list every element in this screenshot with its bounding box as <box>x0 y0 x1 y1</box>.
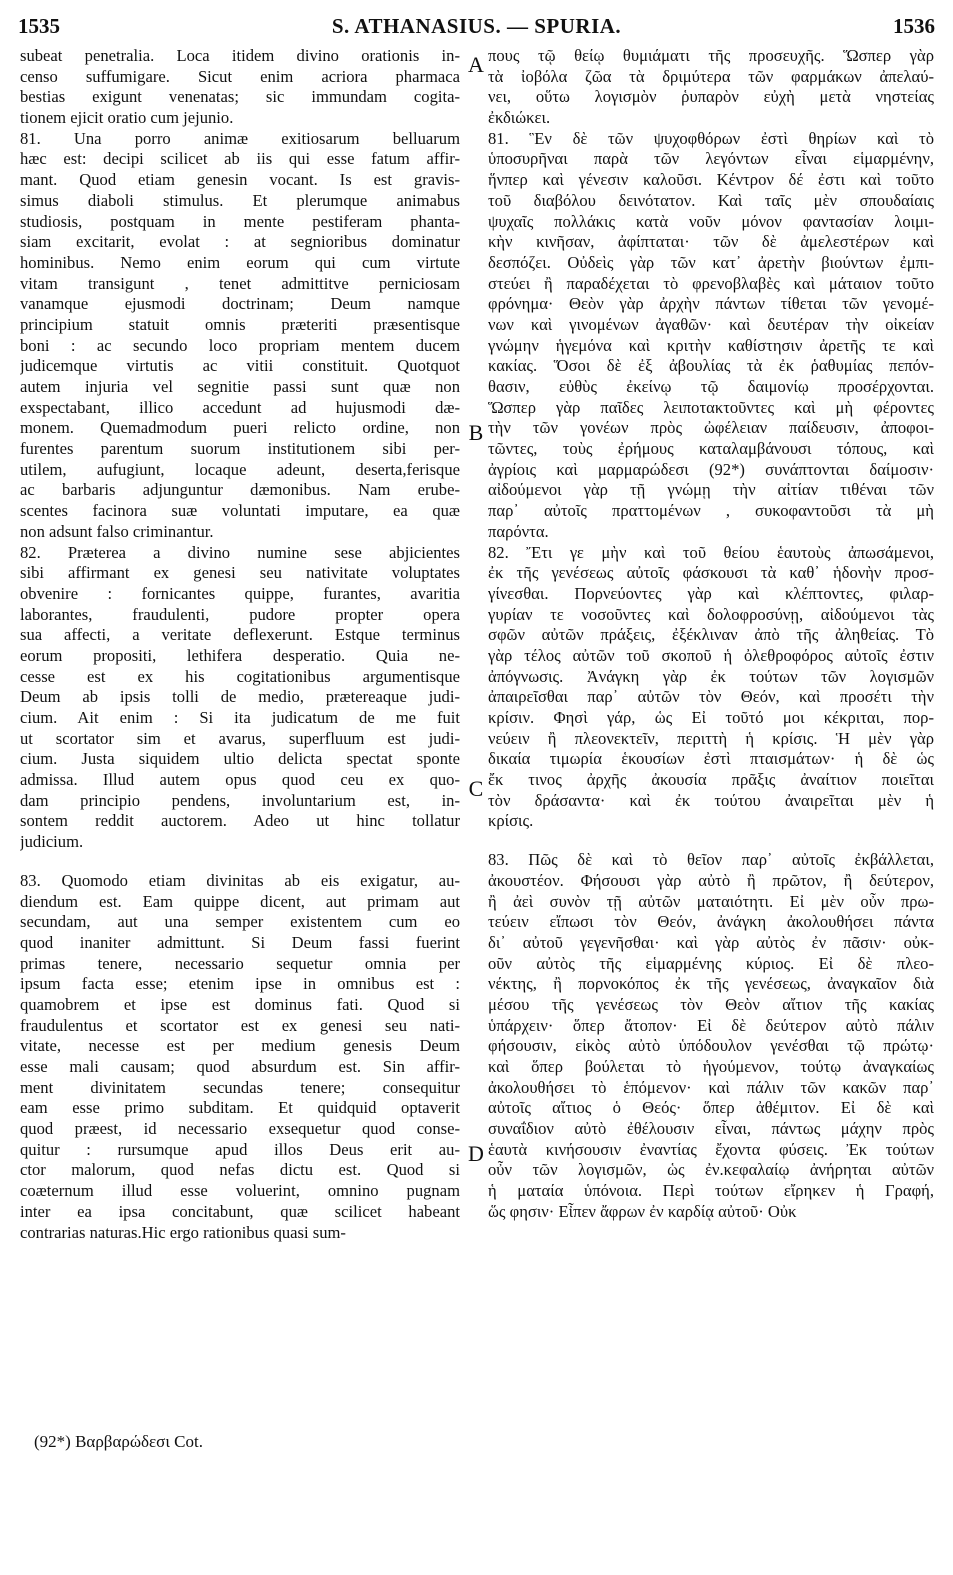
section-marker-b: B <box>468 420 484 445</box>
footnote: (92*) Βαρβαρώδεσι Cot. <box>34 1432 203 1451</box>
text-line: στεύει ἢ παραδέχεται τὸ φρενοβλαβὲς καὶ μάταιον τοῦτο <box>488 273 934 293</box>
section-marker-a: A <box>468 52 484 77</box>
text-line: scentes facinora suæ voluntati imputare, ea quæ <box>20 501 460 521</box>
text-line: ut scortator sim et avarus, superfluum est judi- <box>20 728 460 748</box>
text-line: 81. Una porro animæ exitiosarum belluarum <box>20 128 460 148</box>
text-line: ἀκουστέον. Φήσουσι γὰρ αὐτὸ ἢ πρῶτον, ἢ δεύτερον, <box>488 870 934 890</box>
text-line: obvenire : fornicantes quippe, furantes, avaritia <box>20 583 460 603</box>
text-line: ἑαυτὰ κινήσουσιν ἐναντίας ἔχοντα φύσεις. Ἐκ τούτων <box>488 1139 934 1159</box>
text-line: αἰδούμενοι γὰρ τῇ γνώμῃ τὴν αἰτίαν τιθέναι τῶν <box>488 480 934 500</box>
text-line: ipsum facta esse; etenim ipse in omnibus est : <box>20 974 460 994</box>
text-line: vitam transigunt , tenet admittitve perniciosam <box>20 273 460 293</box>
text-line: quod præest, id necessario exsequetur quod conse- <box>20 1119 460 1139</box>
text-line: ἀπόγνωσις. Ἀνάγκη γὰρ ἐκ τούτων τῶν λογισμῶν <box>488 666 934 686</box>
text-line: ἐκ τῆς γενέσεως αὐτοῖς φάσκουσι τὰ καθ᾿ ἡδονὴν προσ- <box>488 563 934 583</box>
text-line: mant. Quod etiam genesin vocant. Is est gravis- <box>20 170 460 190</box>
text-line: συναΐδιον αὐτὸ ἐθέλουσιν εἶναι, πάντως μάχην πρὸς <box>488 1119 934 1139</box>
text-line: ψυχαῖς πολλάκις κατὰ νοῦν μόνον φαντασίαν λοιμι- <box>488 211 934 231</box>
greek-column <box>488 46 934 1223</box>
text-line: quod inaniter admittunt. Si Deum fassi fuerint <box>20 932 460 952</box>
text-line: 82. Præterea a divino numine sese abjicientes <box>20 542 460 562</box>
text-line: γυρίαν τε νοσοῦντες καὶ δολοφροσύνῃ, αἰδούμενοι τὰς <box>488 604 934 624</box>
greek-block-3 <box>488 543 934 833</box>
page-number-left: 1535 <box>18 14 60 38</box>
text-line: esse mali causam; quod absurdum est. Sin affir- <box>20 1057 460 1076</box>
running-head <box>18 14 935 44</box>
text-line: bestias exigunt venenatas; sic immundam cogita- <box>20 87 460 107</box>
text-line: ac barbaris adjunguntur dæmonibus. Nam erube- <box>20 480 460 500</box>
text-line: σφῶν αὐτῶν πράξεις, ἐξέκλιναν ἀπὸ τῆς ἀληθείας. Τὸ <box>488 625 934 645</box>
text-line: fraudulentus et scortator est ex genesi seu nati- <box>20 1015 460 1035</box>
text-line: κρίσις. <box>488 811 534 831</box>
text-line: φρόνημα· Θεὸν γὰρ ἀρχὴν πάντων τίθεται τῶν γενομέ- <box>488 294 934 314</box>
text-line: τὸν δράσαντα· καὶ ἐκ τούτου ἀναιρεῖται μὲν ἡ <box>488 790 934 810</box>
text-line: μέσου τῆς γενέσεως τὸν Θεὸν αἴτιον τῆς κακίας <box>488 994 934 1014</box>
text-line: cium. Justa siquidem ultio delicta spectat sponte <box>20 749 460 769</box>
section-marker-c: C <box>468 776 484 801</box>
text-line: τὴν τῶν γονέων πρὸς ὠφέλειαν παίδευσιν, ἀποφοι- <box>488 418 934 438</box>
text-line: οὖν τῶν λογισμῶν, ὡς ἐν.κεφαλαίῳ ἀνήρηται αὐτῶν <box>488 1160 934 1180</box>
text-line: contrarias naturas.Hic ergo rationibus quasi sum- <box>20 1222 346 1242</box>
text-line: ἀπαιρεῖσθαι παρ᾿ αὐτῶν τὸν Θεόν, καὶ προσέτι τὴν <box>488 687 934 707</box>
text-line: ἢ ἀεὶ συνὸν τῇ αὐτῶν ματαιότητι. Εἰ μὲν οὖν πρω- <box>488 891 934 911</box>
text-line: sua affecti, a veritate deflexerunt. Estque terminus <box>20 625 460 645</box>
text-line: θασιν, εὐθὺς ἐκείνῳ τῷ δαιμονίῳ προσέρχονται. <box>488 377 934 396</box>
text-line: Deum ab ipsis tolli de medio, prætereaque judi- <box>20 687 460 707</box>
text-line: sibi affirmant ex genesi seu nativitate voluptates <box>20 563 460 583</box>
text-line: τοῦ διαβόλου δεινότατον. Καὶ ταῖς μὲν σπουδαίαις <box>488 190 934 210</box>
text-line: παρόντα. <box>488 521 549 541</box>
text-line: ἀγρίοις καὶ μαρμαρώδεσι (92*) συνάπτονται δαίμοσιν· <box>488 459 934 479</box>
text-line: 81. Ἓν δὲ τῶν ψυχοφθόρων ἐστὶ θηρίων καὶ τὸ <box>488 128 934 148</box>
text-line: studiosis, postquam in mente pestiferam phanta- <box>20 211 460 231</box>
text-line: νέκτης, ἢ πορνοκόπος ἐκ τῆς γενέσεως, ἀναγκαῖον διὰ <box>488 974 934 994</box>
text-line: subeat penetralia. Loca itidem divino orationis in- <box>20 46 460 65</box>
text-line: παρ᾿ αὐτοῖς πραττομένων , συκοφαντοῦσι τὰ μὴ <box>488 501 934 521</box>
block-gap <box>20 853 460 871</box>
text-line: ἀκολουθήσει τὸ ἑπόμενον· καὶ πάλιν τῶν κακῶν παρ᾿ <box>488 1077 934 1097</box>
text-line: eam esse primo subditam. Et quidquid optaverit <box>20 1098 460 1118</box>
text-line: simus diaboli stimulus. Et plerumque animabus <box>20 190 460 210</box>
text-line: vanamque ejusmodi doctrinam; Deum namque <box>20 294 460 314</box>
text-line: tionem ejicit oratio cum jejunio. <box>20 108 234 128</box>
text-line: νει, οὕτω λογισμὸν ῥυπαρὸν εὐχὴ μετὰ νηστείας <box>488 87 934 107</box>
text-line: ἥνπερ καὶ γένεσιν καλοῦσι. Κέντρον δέ ἐστι καὶ τοῦτο <box>488 170 934 190</box>
text-line: hæc est: decipi scilicet ab iis qui esse fatum affir- <box>20 149 460 169</box>
text-line: 82. Ἔτι γε μὴν καὶ τοῦ θείου ἑαυτοὺς ἀπωσάμενοι, <box>488 542 934 562</box>
greek-block-2 <box>488 129 934 543</box>
text-line: hominibus. Nemo enim eorum qui cum virtute <box>20 252 460 272</box>
text-line: laborantes, fraudulenti, pudore propter opera <box>20 604 460 624</box>
text-line: δεσπόζει. Οὐδεὶς γὰρ τῶν κατ᾿ ἀρετὴν βιούντων ἐμπι- <box>488 252 934 272</box>
text-line: ctor malorum, quod nefas dictu est. Quod si <box>20 1160 460 1180</box>
text-line: monem. Quemadmodum pueri relicto ordine, non <box>20 418 460 438</box>
latin-column <box>20 46 460 1243</box>
greek-block-4 <box>488 850 934 1222</box>
text-line: τεύειν εἴπωσι τὸν Θεόν, ἀνάγκη ἀκολουθήσει πάντα <box>488 912 934 932</box>
text-line: 83. Quomodo etiam divinitas ab eis exigatur, au- <box>20 870 460 890</box>
text-line: cium. Ait enim : Si ita judicatum de me fuit <box>20 708 460 727</box>
text-line: ἔκ τινος ἀρχῆς ἀκουσία πρᾶξις ἀναίτιον ποιεῖται <box>488 770 934 790</box>
greek-block-1 <box>488 46 934 129</box>
text-line: ὑποσυρῆναι παρὰ τῶν λεγόντων εἶναι εἱμαρμένην, <box>488 149 934 169</box>
block-gap <box>488 832 934 850</box>
text-line: vitate, necesse est per medium genesis Deum <box>20 1036 460 1056</box>
latin-block-1 <box>20 46 460 129</box>
text-line: quitur : rursumque apud illos Deus erit au- <box>20 1139 460 1159</box>
text-line: τὰ ἰοβόλα ζῶα τὰ δριμύτερα τῶν φαρμάκων ἀπελαύ- <box>488 66 934 86</box>
text-line: principium statuit omnis præteriti præsentisque <box>20 314 460 334</box>
text-line: censo suffumigare. Sicut enim acriora pharmaca <box>20 66 460 86</box>
text-line: δικαία τιμωρία ἑκουσίων ἐστὶ πταισμάτων· ἡ δὲ ὡς <box>488 749 934 769</box>
text-line: γνώμην ἡγεμόνα καὶ κριτὴν καθίστησιν ἀρετῆς τε καὶ <box>488 335 934 355</box>
text-line: primas tenere, necessario sequetur omnia per <box>20 953 460 973</box>
latin-block-4 <box>20 871 460 1243</box>
text-line: νεύειν ἢ πλεονεκτεῖν, περιττὴ ἡ κρίσις. Ἡ μὲν γὰρ <box>488 728 934 748</box>
text-line: judicium. <box>20 832 84 852</box>
text-line: δι᾿ αὐτοῦ γεγενῆσθαι· καὶ γὰρ αὐτὸς ἐν πᾶσιν· οὐκ- <box>488 932 934 952</box>
text-line: τῶντες, τοὺς ἐρήμους καταλαμβάνουσι τόπους, καὶ <box>488 439 934 459</box>
text-line: κὴν κινῆσαν, ἀφίπταται· τῶν δὲ ἀμελεστέρων καὶ <box>488 232 934 252</box>
text-line: κακίας. Ὅσοι δὲ ἐξ ἀβουλίας τὰ ἐκ ῥαθυμίας πεπόν- <box>488 356 934 376</box>
section-marker-d: D <box>468 1141 484 1166</box>
text-line: ment divinitatem secundas tenere; consequitur <box>20 1077 460 1097</box>
text-line: inter ea ipsa concitabunt, quæ scilicet habeant <box>20 1201 460 1221</box>
text-line: non adsunt falso criminantur. <box>20 521 214 541</box>
text-line: diendum est. Eam quippe dicent, aut primam aut <box>20 891 460 911</box>
text-line: κρίσιν. Φησὶ γάρ, ὡς Εἰ τοῦτό μοι κέκριται, πορ- <box>488 708 934 727</box>
text-line: boni : ac secundo loco propriam mentem ducem <box>20 335 460 355</box>
text-line: φήσουσιν, εἰκὸς αὐτὸ ὑπόδουλον γενέσθαι τῷ πρώτῳ· <box>488 1036 934 1056</box>
running-title: S. ATHANASIUS. — SPURIA. <box>331 14 622 38</box>
text-line: ἐκδιώκει. <box>488 108 551 128</box>
page-number-right: 1536 <box>893 14 935 38</box>
text-line: dam principio pendens, involuntarium est, in- <box>20 790 460 810</box>
text-line: ὑπάρχειν· ὅπερ ἄτοπον· Εἰ δὲ δεύτερον αὐτὸ πάλιν <box>488 1015 934 1035</box>
text-line: πους τῷ θείῳ θυμιάματι τῆς προσευχῆς. Ὥσπερ γὰρ <box>488 46 934 65</box>
text-line: eorum propositi, lethifera desperatio. Quia ne- <box>20 645 460 665</box>
text-line: quamobrem et ipse est dominus fati. Quod si <box>20 994 460 1014</box>
latin-block-2 <box>20 129 460 543</box>
text-line: ἡ ματαία ὑπόνοια. Περὶ τούτων εἴρηκεν ἡ Γραφή, <box>488 1181 934 1201</box>
text-line: autem injuria vel segnitie passi sunt quæ non <box>20 377 460 396</box>
text-line: οῦν αὐτὸς τῆς εἱμαρμένης κύριος. Εἰ δὲ πλεο- <box>488 953 934 973</box>
text-line: secundam, aut una semper existentem cum eo <box>20 912 460 932</box>
text-line: cesse est ex his cogitationibus argumentisque <box>20 666 460 686</box>
text-line: 83. Πῶς δὲ καὶ τὸ θεῖον παρ᾿ αὐτοῖς ἐκβάλλεται, <box>488 850 934 870</box>
text-line: γίνεσθαι. Πορνεύοντες γὰρ καὶ κλέπτοντες, φιλαρ- <box>488 583 934 603</box>
text-line: γὰρ τέλος αὐτῶν τοῦ σκοποῦ ἡ ὀλεθροφόρος αὐτοῖς ἐστιν <box>488 645 934 665</box>
text-line: αὐτοῖς αἴτιος ὁ Θεός· ὅπερ ἀθέμιτον. Εἰ δὲ καὶ <box>488 1098 934 1118</box>
text-line: furentes parentum suorum institutionem sibi per- <box>20 439 460 459</box>
text-line: exspectabant, illico accedunt ad hujusmodi dæ- <box>20 397 460 417</box>
text-line: utilem, aufugiunt, locaque adeunt, deserta,ferisque <box>20 459 460 479</box>
text-line: ὥς φησιν· Εἶπεν ἄφρων ἐν καρδίᾳ αὐτοῦ· Οὐκ <box>488 1201 797 1221</box>
text-line: siam excitarit, evolat : at segnioribus dominatur <box>20 232 460 252</box>
text-line: νων καὶ γινομένων ἀγαθῶν· καὶ δευτέραν τὴν οἰκείαν <box>488 314 934 334</box>
text-line: Ὥσπερ γὰρ παῖδες λειποτακτοῦντες καὶ μὴ φέροντες <box>488 397 934 417</box>
text-line: admissa. Illud autem opus quod ceu ex quo- <box>20 770 460 790</box>
latin-block-3 <box>20 543 460 853</box>
text-line: coæternum illud esse voluerint, omnino pugnam <box>20 1181 460 1201</box>
text-line: judicemque virtutis ac vitii constituit. Quotquot <box>20 356 460 376</box>
text-line: sontem reddit auctorem. Adeo ut hinc tollatur <box>20 811 460 831</box>
text-line: καὶ ὅπερ βούλεται τὸ ἡγούμενον, τούτῳ ἀναγκαίως <box>488 1057 934 1076</box>
